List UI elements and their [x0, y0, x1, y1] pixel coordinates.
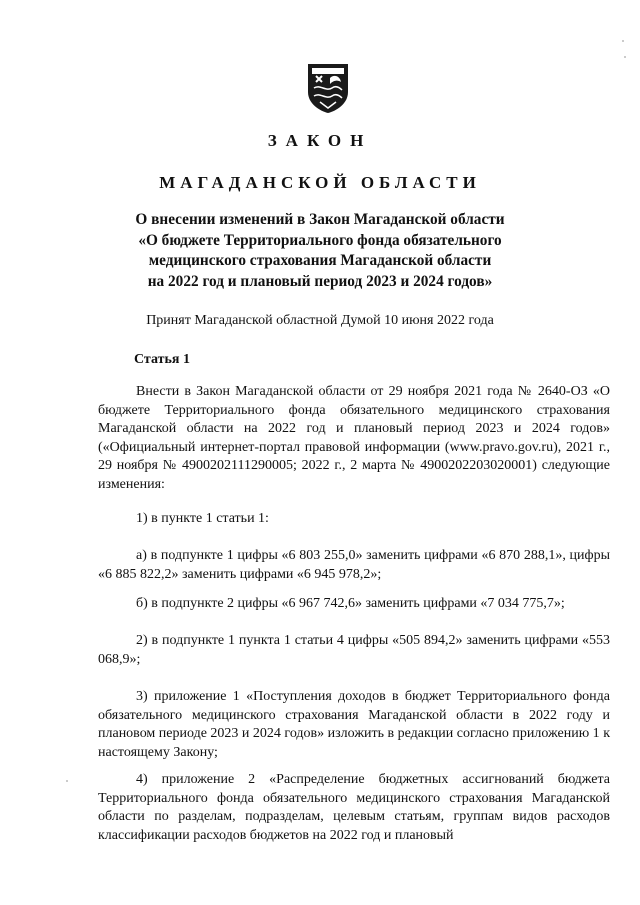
- adoption-note: Принят Магаданской областной Думой 10 июня 2022 года: [146, 313, 494, 328]
- coat-of-arms-icon: [306, 62, 350, 114]
- law-subject: [0, 210, 640, 292]
- body-paragraph: 4) приложение 2 «Распределение бюджетных ассигнований бюджета Территориального фонда обязательного медицинского страхования Магаданской области по разделам, подразделам, целевым статьям, группам видов расходов классификации расходов бюджетов на 2022 год и плановый: [98, 772, 610, 843]
- scan-speck: [624, 56, 626, 58]
- law-title: ЗАКОН: [267, 131, 373, 150]
- body-paragraph: Внести в Закон Магаданской области от 29 ноября 2021 года № 2640-ОЗ «О бюджете Территориального фонда обязательного медицинского страхования Магаданской области на 2022 год и плановый период 2023 и 2024 годов» («Официальный интернет-портал правовой информации (www.pravo.gov.ru), 2021 г., 29 ноября № 4900202111290005; 2022 г., 2 марта № 4900202203020001) следующие изменения:: [98, 384, 610, 492]
- subject-line: «О бюджете Территориального фонда обязательного: [138, 231, 502, 249]
- article-heading: Статья 1: [134, 352, 190, 367]
- body-paragraph: 3) приложение 1 «Поступления доходов в бюджет Территориального фонда обязательного медицинского страхования Магаданской области в 2022 году и плановом периоде 2023 и 2024 годов» изложить в редакции согласно приложению 1 к настоящему Закону;: [98, 689, 610, 760]
- body-paragraph: 2) в подпункте 1 пункта 1 статьи 4 цифры «505 894,2» заменить цифрами «553 068,9»;: [98, 633, 610, 667]
- scan-speck: [622, 40, 624, 42]
- scan-speck: [66, 780, 68, 782]
- body-paragraph: 1) в пункте 1 статьи 1:: [136, 511, 269, 526]
- region-title: МАГАДАНСКОЙ ОБЛАСТИ: [159, 173, 481, 192]
- subject-line: О внесении изменений в Закон Магаданской области: [135, 211, 505, 228]
- subject-line: на 2022 год и плановый период 2023 и 2024 годов»: [147, 272, 493, 290]
- body-paragraph: б) в подпункте 2 цифры «6 967 742,6» заменить цифрами «7 034 775,7»;: [136, 596, 565, 611]
- body-paragraph: а) в подпункте 1 цифры «6 803 255,0» заменить цифрами «6 870 288,1», цифры «6 885 822,2» заменить цифрами «6 945 978,2»;: [98, 548, 610, 582]
- subject-line: медицинского страхования Магаданской области: [148, 252, 492, 269]
